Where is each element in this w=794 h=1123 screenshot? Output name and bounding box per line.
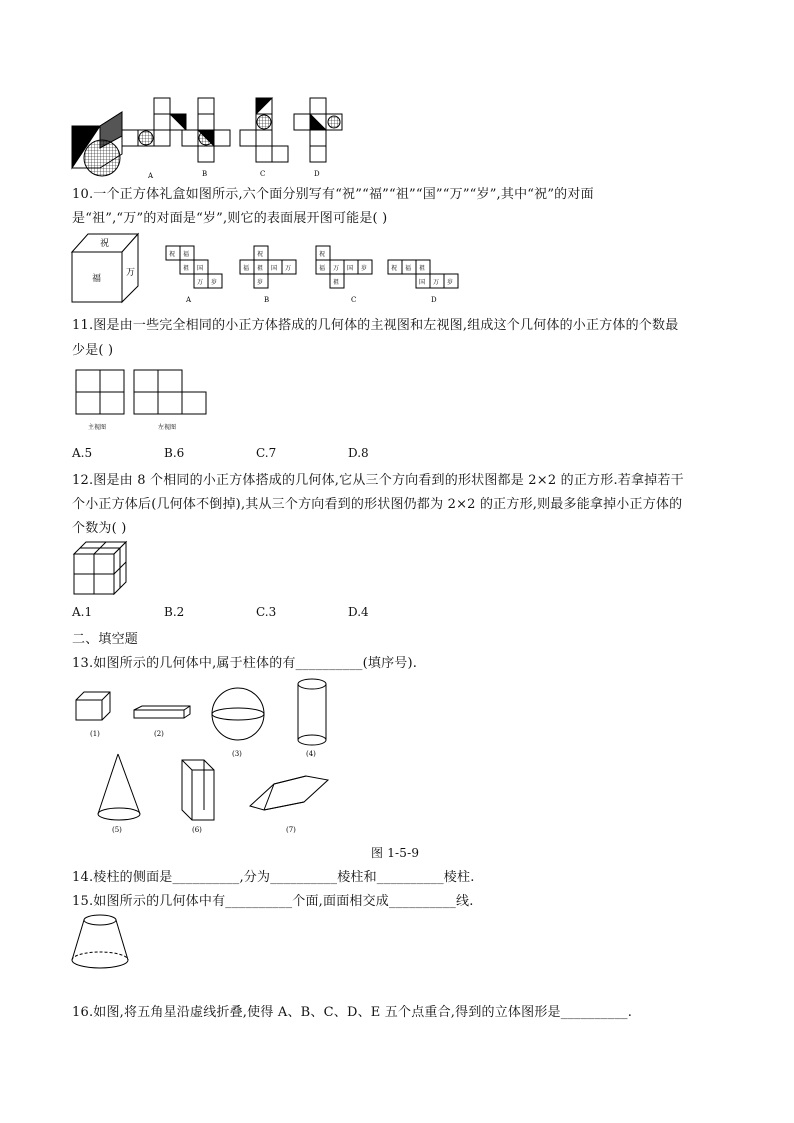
net-d-cell: 福 (405, 265, 412, 272)
net-c-cell: 岁 (361, 265, 368, 272)
net-b-cell: 福 (243, 265, 250, 272)
net-a-cell: 祖 (183, 265, 190, 272)
q13-text: 13.如图所示的几何体中,属于柱体的有__________(填序号). (72, 656, 418, 671)
net-a-cell: 国 (197, 265, 204, 272)
q10-figure (70, 230, 470, 306)
cube-face-front: 福 (92, 274, 102, 284)
net-a-cell: 万 (197, 279, 204, 286)
q11-views (74, 368, 214, 434)
q12-choices (72, 605, 440, 619)
q10-option-label: D (431, 296, 437, 304)
q11-choice-c[interactable]: C.7 (256, 446, 277, 460)
q16-text: 16.如图,将五角星沿虚线折叠,使得 A、B、C、D、E 五个点重合,得到的立体图形是__________. (72, 1005, 633, 1020)
solid-label: (4) (306, 750, 316, 758)
net-c-cell: 万 (333, 265, 340, 272)
section-heading: 二、填空题 (72, 632, 139, 647)
net-b-cell: 万 (285, 265, 292, 272)
front-view-label: 主视图 (88, 424, 107, 431)
net-d-cell: 祖 (419, 265, 426, 272)
net-b-cell: 祝 (257, 251, 264, 258)
q9-option-label: C (260, 170, 266, 178)
net-a-cell: 祝 (169, 251, 176, 258)
q12-choice-c[interactable]: C.3 (256, 605, 277, 619)
q11-text-line2: 少是( ) (72, 343, 114, 358)
q10-option-label: C (351, 296, 357, 304)
q9-option-label: B (202, 170, 208, 178)
q12-text-line2: 个小正方体后(几何体不倒掉),其从三个方向看到的形状图仍都为 2×2 的正方形,则最多能拿掉小正方体的 (72, 497, 683, 512)
net-c-cell: 祝 (319, 251, 326, 258)
figure-caption: 图 1-5-9 (371, 846, 420, 860)
q11-choice-b[interactable]: B.6 (164, 446, 185, 460)
net-b-cell: 岁 (257, 279, 264, 286)
net-b-cell: 祖 (257, 265, 264, 272)
cube-face-top: 祝 (100, 239, 110, 249)
q11-choice-d[interactable]: D.8 (348, 446, 369, 460)
q9-option-label: D (314, 170, 320, 178)
solid-label: (2) (154, 730, 164, 738)
q15-text: 15.如图所示的几何体中有__________个面,面面相交成__________线. (72, 894, 474, 909)
net-c-cell: 福 (319, 265, 326, 272)
net-d-cell: 岁 (447, 279, 454, 286)
q12-choice-a[interactable]: A.1 (72, 605, 93, 619)
q11-choices (72, 446, 440, 460)
q10-option-label: A (186, 296, 192, 304)
q12-cube (72, 540, 128, 598)
left-view-label: 左视图 (158, 424, 177, 431)
cube-face-right: 万 (126, 268, 136, 278)
q12-choice-d[interactable]: D.4 (348, 605, 369, 619)
q9-option-label: A (148, 172, 154, 180)
q11-text-line1: 11.图是由一些完全相同的小正方体搭成的几何体的主视图和左视图,组成这个几何体的小正方体的个数最 (72, 318, 679, 333)
q12-text-line1: 12.图是由 8 个相同的小正方体搭成的几何体,它从三个方向看到的形状图都是 2×2 的正方形.若拿掉若干 (72, 473, 684, 488)
q10-option-label: B (264, 296, 270, 304)
q9-figure (70, 96, 350, 180)
q10-text-line1: 10.一个正方体礼盒如图所示,六个面分别写有“祝”“福”“祖”“国”“万”“岁”,其中“祝”的对面 (72, 187, 594, 202)
net-d-cell: 万 (433, 279, 440, 286)
solid-label: (7) (286, 826, 296, 834)
net-a-cell: 福 (183, 251, 190, 258)
net-a-cell: 岁 (211, 279, 218, 286)
net-c-cell: 祖 (333, 279, 340, 286)
solid-label: (5) (112, 826, 122, 834)
q12-choice-b[interactable]: B.2 (164, 605, 185, 619)
net-b-cell: 国 (271, 265, 278, 272)
solid-label: (6) (192, 826, 202, 834)
net-c-cell: 国 (347, 265, 354, 272)
q13-solids (70, 674, 370, 840)
q12-text-line3: 个数为( ) (72, 521, 127, 536)
solid-label: (1) (90, 730, 100, 738)
solid-label: (3) (232, 750, 242, 758)
q14-text: 14.棱柱的侧面是__________,分为__________棱柱和__________棱柱. (72, 870, 475, 885)
q10-text-line2: 是“祖”,“万”的对面是“岁”,则它的表面展开图可能是( ) (72, 211, 388, 226)
net-d-cell: 国 (419, 279, 426, 286)
net-d-cell: 祝 (391, 265, 398, 272)
q15-frustum (70, 910, 132, 976)
q11-choice-a[interactable]: A.5 (72, 446, 93, 460)
